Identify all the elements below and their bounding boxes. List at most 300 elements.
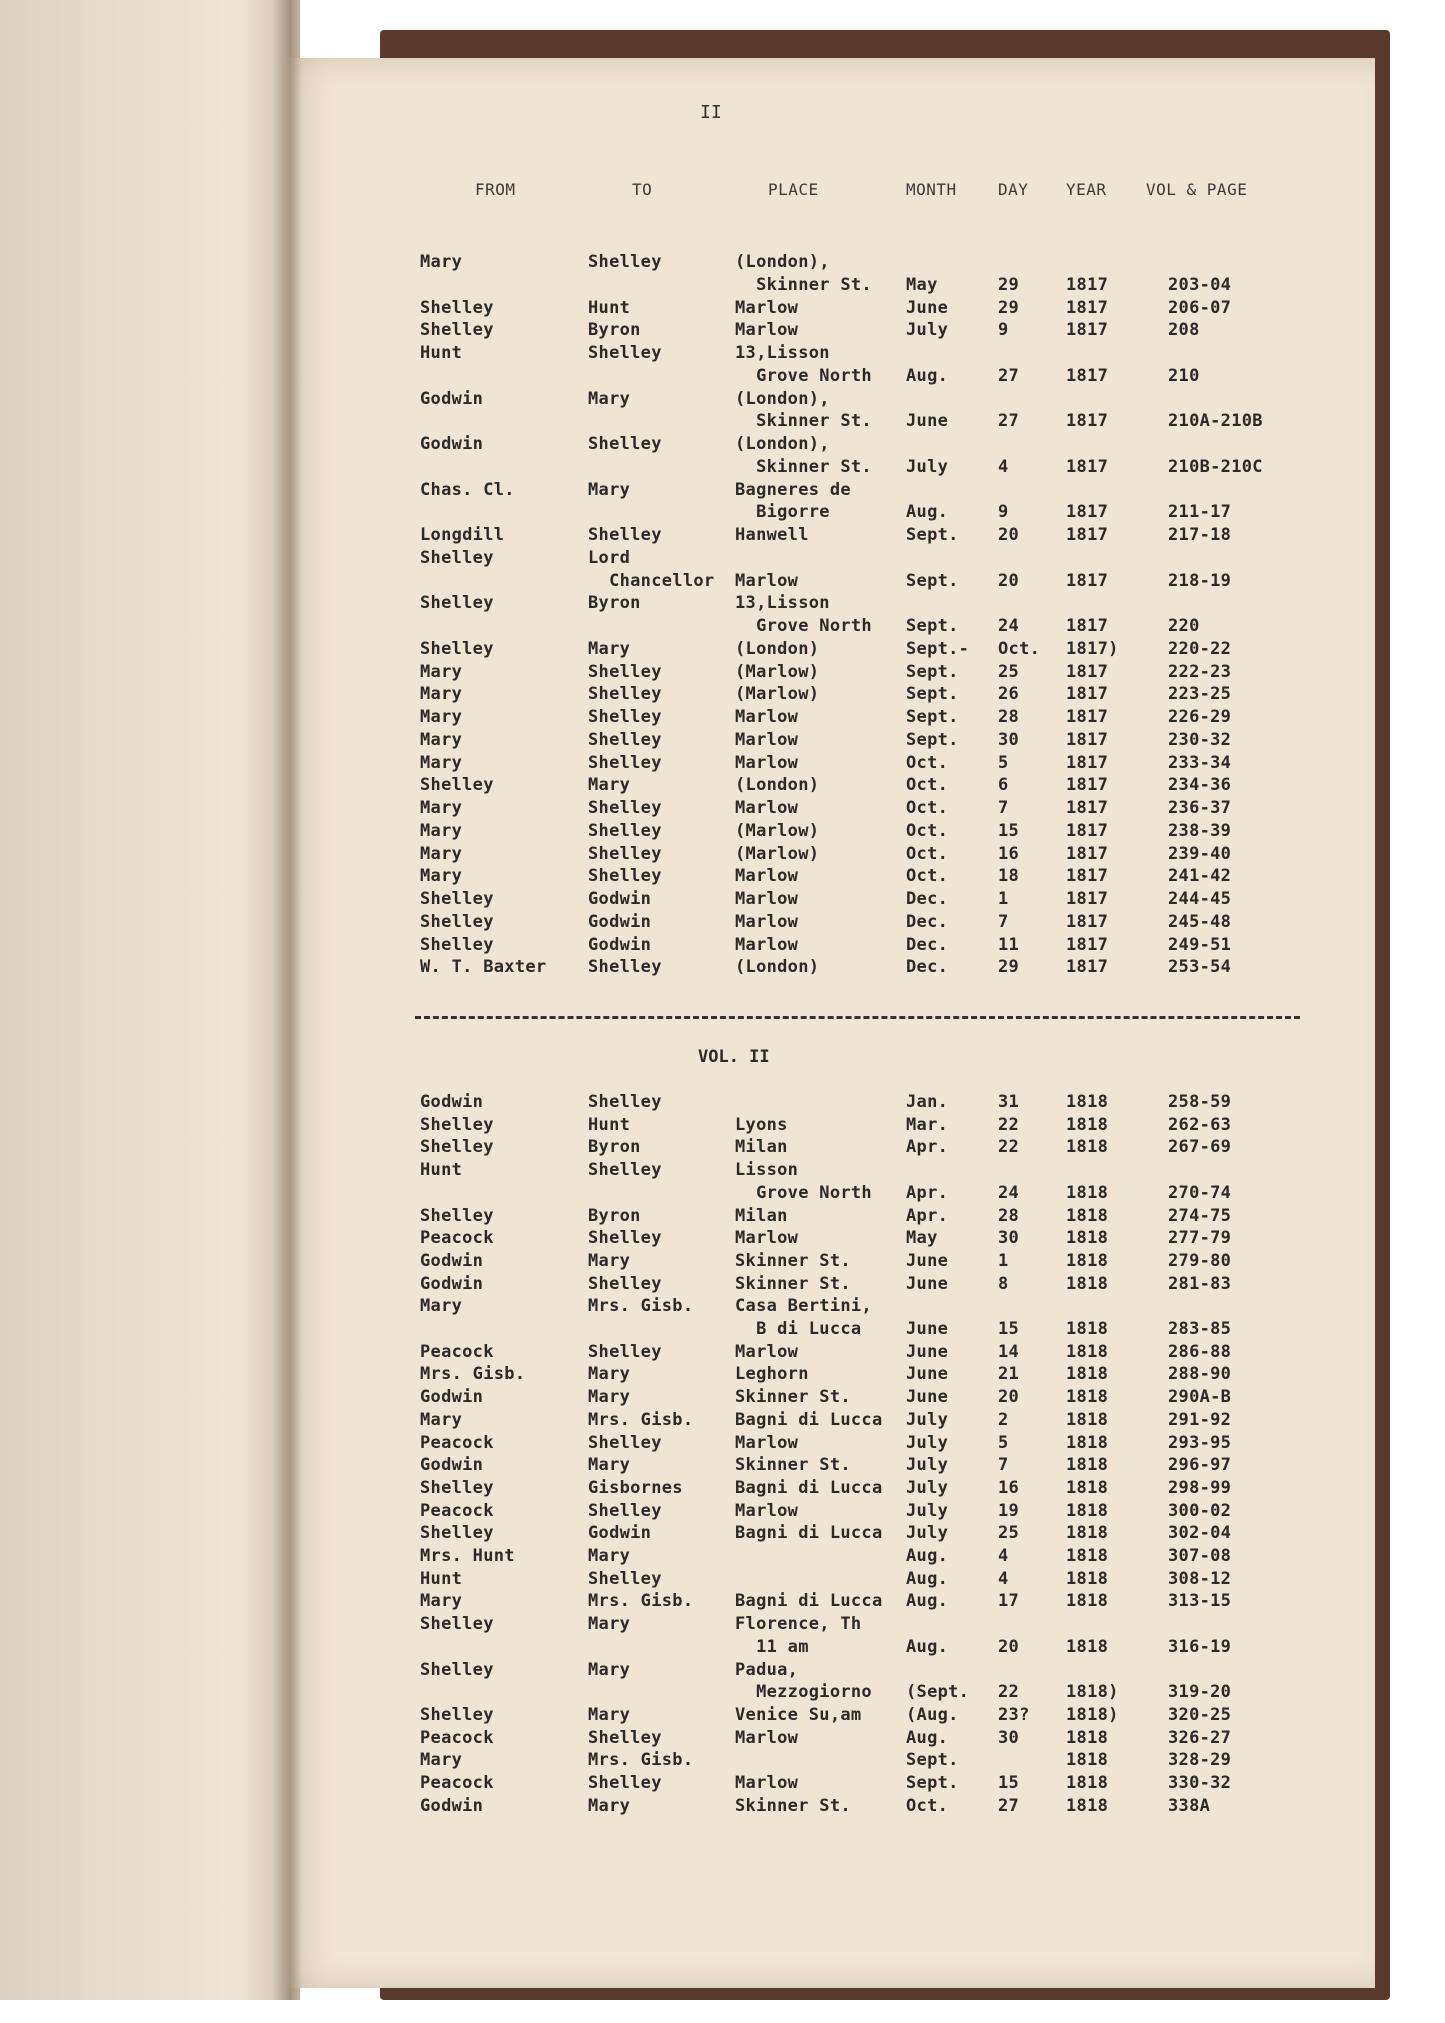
- cell-to: Shelley: [588, 729, 662, 750]
- cell-month: Oct.: [906, 752, 949, 773]
- cell-from: Godwin: [420, 1455, 484, 1476]
- cell-from: Mrs. Gisb.: [420, 1364, 526, 1385]
- cell-year: 1818: [1066, 1409, 1109, 1430]
- cell-month: Dec.: [906, 911, 949, 932]
- cell-to: Shelley: [588, 1092, 662, 1112]
- cell-day: 14: [998, 1341, 1020, 1362]
- cell-place: Milan: [735, 1137, 788, 1158]
- cell-to: Shelley: [588, 434, 662, 454]
- cell-to: Shelley: [588, 1273, 662, 1294]
- cell-place: Padua,: [735, 1659, 799, 1680]
- cell-month: June: [906, 1387, 949, 1408]
- cell-day: 20: [998, 1387, 1020, 1408]
- cell-vol-page: 293-95: [1168, 1432, 1232, 1453]
- cell-place: Leghorn: [735, 1364, 809, 1385]
- cell-month: July: [906, 1432, 949, 1453]
- cell-month: May: [906, 1228, 938, 1249]
- cell-day: 2: [998, 1409, 1009, 1430]
- cell-year: 1817: [1066, 889, 1109, 909]
- cell-place: Skinner St.: [735, 1455, 851, 1476]
- cell-from: Peacock: [420, 1727, 494, 1748]
- cell-to: Shelley: [588, 252, 662, 272]
- cell-day: 25: [998, 661, 1020, 682]
- cell-month: Sept.: [906, 570, 959, 591]
- cell-to: Hunt: [588, 297, 631, 318]
- cell-place: Marlow: [735, 1773, 799, 1793]
- cell-place: Bagneres de: [735, 479, 851, 500]
- cell-place: Skinner St.: [735, 1273, 851, 1294]
- cell-to: Shelley: [588, 843, 662, 864]
- cell-month: Sept.: [906, 525, 959, 545]
- cell-month: Sept.: [906, 661, 959, 682]
- cell-to: Shelley: [588, 1160, 662, 1181]
- cell-from: Shelley: [420, 547, 494, 568]
- cell-year: 1817: [1066, 752, 1109, 773]
- cell-vol-page: 238-39: [1168, 820, 1232, 841]
- cell-year: 1817: [1066, 843, 1109, 864]
- cell-from: Mary: [420, 752, 463, 773]
- cell-vol-page: 307-08: [1168, 1546, 1232, 1566]
- cell-from: Shelley: [420, 1523, 494, 1544]
- cell-to: Mary: [588, 1546, 631, 1566]
- cell-place: Marlow: [735, 320, 799, 341]
- cell-day: 30: [998, 1228, 1020, 1249]
- cell-to: Shelley: [588, 1341, 662, 1362]
- cell-to: Mrs. Gisb.: [588, 1409, 694, 1430]
- cell-from: Mary: [420, 820, 463, 841]
- cell-vol-page: 279-80: [1168, 1250, 1232, 1271]
- cell-place: (London),: [735, 434, 830, 454]
- cell-from: Mary: [420, 843, 463, 864]
- cell-from: Mary: [420, 798, 463, 818]
- cell-vol-page: 328-29: [1168, 1750, 1232, 1771]
- cell-place: Marlow: [735, 1341, 799, 1362]
- cell-month: June: [906, 1319, 949, 1339]
- header-place: PLACE: [768, 180, 819, 199]
- cell-vol-page: 239-40: [1168, 843, 1232, 864]
- cell-to: Shelley: [588, 707, 662, 727]
- cell-to: Mary: [588, 1364, 631, 1385]
- cell-from: Godwin: [420, 1273, 484, 1294]
- cell-year: 1818: [1066, 1523, 1109, 1544]
- cell-to: Shelley: [588, 661, 662, 682]
- cell-from: Mary: [420, 1750, 463, 1771]
- cell-month: Aug.: [906, 1727, 949, 1748]
- cell-month: May: [906, 274, 938, 295]
- cell-vol-page: 208: [1168, 320, 1200, 341]
- cell-place: (Marlow): [735, 843, 820, 864]
- header-month: MONTH: [906, 180, 957, 199]
- cell-month: July: [906, 456, 949, 477]
- cell-day: 15: [998, 1319, 1020, 1339]
- cell-from: Peacock: [420, 1432, 494, 1453]
- cell-place: Marlow: [735, 911, 799, 932]
- cell-from: Godwin: [420, 1250, 484, 1271]
- cell-place: Skinner St.: [735, 411, 872, 432]
- cell-year: 1817: [1066, 729, 1109, 750]
- cell-year: 1817: [1066, 866, 1109, 887]
- cell-place: Skinner St.: [735, 1795, 851, 1816]
- cell-place: Marlow: [735, 798, 799, 818]
- cell-day: 28: [998, 1205, 1020, 1226]
- cell-month: Apr.: [906, 1205, 949, 1226]
- cell-month: Oct.: [906, 866, 949, 887]
- cell-place: Casa Bertini,: [735, 1296, 872, 1317]
- cell-to: Mary: [588, 638, 631, 659]
- cell-from: Godwin: [420, 1387, 484, 1408]
- cell-from: Hunt: [420, 1160, 463, 1181]
- cell-from: Shelley: [420, 1114, 494, 1135]
- cell-vol-page: 249-51: [1168, 934, 1232, 955]
- cell-day: 16: [998, 1477, 1020, 1498]
- cell-year: 1817: [1066, 365, 1109, 386]
- cell-from: Shelley: [420, 889, 494, 909]
- cell-day: 27: [998, 411, 1020, 432]
- cell-from: Peacock: [420, 1773, 494, 1793]
- cell-month: Aug.: [906, 1568, 949, 1589]
- cell-day: 7: [998, 1455, 1009, 1476]
- cell-to: Mary: [588, 1614, 631, 1635]
- cell-to: Shelley: [588, 525, 662, 545]
- cell-month: Apr.: [906, 1182, 949, 1203]
- cell-place: Marlow: [735, 297, 799, 318]
- cell-vol-page: 223-25: [1168, 684, 1232, 705]
- cell-from: Mary: [420, 684, 463, 705]
- cell-year: 1818: [1066, 1568, 1109, 1589]
- cell-from: Longdill: [420, 525, 505, 545]
- cell-vol-page: 330-32: [1168, 1773, 1232, 1793]
- cell-from: Mary: [420, 707, 463, 727]
- cell-day: 17: [998, 1591, 1020, 1612]
- cell-month: July: [906, 1477, 949, 1498]
- cell-day: 8: [998, 1273, 1009, 1294]
- cell-vol-page: 302-04: [1168, 1523, 1232, 1544]
- cell-to: Shelley: [588, 1773, 662, 1793]
- cell-vol-page: 210A-210B: [1168, 411, 1263, 432]
- cell-year: 1818: [1066, 1137, 1109, 1158]
- cell-place: 13,Lisson: [735, 593, 830, 614]
- cell-year: 1818: [1066, 1319, 1109, 1339]
- cell-month: (Aug.: [906, 1704, 959, 1725]
- cell-year: 1817: [1066, 616, 1109, 636]
- cell-month: Dec.: [906, 889, 949, 909]
- cell-vol-page: 277-79: [1168, 1228, 1232, 1249]
- cell-month: Sept.: [906, 1750, 959, 1771]
- cell-from: Shelley: [420, 775, 494, 796]
- cell-from: Mary: [420, 252, 463, 272]
- cell-vol-page: 241-42: [1168, 866, 1232, 887]
- cell-year: 1818: [1066, 1750, 1109, 1771]
- cell-month: Sept.: [906, 684, 959, 705]
- cell-to: Godwin: [588, 934, 652, 955]
- cell-year: 1817: [1066, 775, 1109, 796]
- cell-place: Hanwell: [735, 525, 809, 545]
- cell-vol-page: 291-92: [1168, 1409, 1232, 1430]
- cell-place: Skinner St.: [735, 456, 872, 477]
- cell-year: 1818: [1066, 1773, 1109, 1793]
- cell-day: 23?: [998, 1704, 1030, 1725]
- cell-to: Shelley: [588, 1228, 662, 1249]
- cell-year: 1817: [1066, 320, 1109, 341]
- cell-year: 1818): [1066, 1704, 1119, 1725]
- cell-place: (Marlow): [735, 820, 820, 841]
- cell-year: 1818: [1066, 1205, 1109, 1226]
- cell-vol-page: 245-48: [1168, 911, 1232, 932]
- cell-year: 1817: [1066, 570, 1109, 591]
- page-number: II: [700, 102, 722, 123]
- cell-month: July: [906, 320, 949, 341]
- cell-month: June: [906, 1273, 949, 1294]
- cell-place: Marlow: [735, 707, 799, 727]
- cell-year: 1817: [1066, 297, 1109, 318]
- cell-to: Byron: [588, 320, 641, 341]
- cell-place: Marlow: [735, 934, 799, 955]
- cell-to: Mary: [588, 1795, 631, 1816]
- cell-place: (London): [735, 775, 820, 796]
- header-to: TO: [632, 180, 653, 199]
- cell-vol-page: 244-45: [1168, 889, 1232, 909]
- cell-to: Mary: [588, 1659, 631, 1680]
- cell-day: 16: [998, 843, 1020, 864]
- cell-to: Shelley: [588, 820, 662, 841]
- cell-vol-page: 274-75: [1168, 1205, 1232, 1226]
- cell-day: 29: [998, 957, 1020, 978]
- cell-vol-page: 262-63: [1168, 1114, 1232, 1135]
- cell-vol-page: 222-23: [1168, 661, 1232, 682]
- cell-year: 1817: [1066, 684, 1109, 705]
- cell-place: Marlow: [735, 866, 799, 887]
- header-vol-page: VOL & PAGE: [1146, 180, 1248, 199]
- cell-place: (London),: [735, 252, 830, 272]
- cell-to: Mary: [588, 1704, 631, 1725]
- cell-place: Grove North: [735, 616, 872, 636]
- cell-place: Marlow: [735, 1500, 799, 1521]
- cell-day: 11: [998, 934, 1020, 955]
- cell-to: Shelley: [588, 866, 662, 887]
- cell-year: 1817: [1066, 274, 1109, 295]
- cell-day: 22: [998, 1137, 1020, 1158]
- cell-vol-page: 319-20: [1168, 1682, 1232, 1703]
- cell-from: Godwin: [420, 1092, 484, 1112]
- cell-day: 4: [998, 1546, 1009, 1566]
- cell-place: B di Lucca: [735, 1319, 862, 1339]
- cell-year: 1818: [1066, 1546, 1109, 1566]
- cell-from: Godwin: [420, 1795, 484, 1816]
- cell-vol-page: 226-29: [1168, 707, 1232, 727]
- cell-from: Peacock: [420, 1228, 494, 1249]
- cell-month: Sept.: [906, 1773, 959, 1793]
- cell-month: Oct.: [906, 1795, 949, 1816]
- cell-to: Chancellor: [588, 570, 715, 591]
- cell-place: Marlow: [735, 1228, 799, 1249]
- cell-year: 1818: [1066, 1387, 1109, 1408]
- cell-day: 15: [998, 820, 1020, 841]
- cell-vol-page: 217-18: [1168, 525, 1232, 545]
- cell-month: Aug.: [906, 1591, 949, 1612]
- cell-from: Shelley: [420, 1614, 494, 1635]
- cell-day: 21: [998, 1364, 1020, 1385]
- cell-to: Shelley: [588, 1432, 662, 1453]
- cell-place: 13,Lisson: [735, 343, 830, 363]
- cell-year: 1817: [1066, 957, 1109, 978]
- cell-place: 11 am: [735, 1636, 809, 1657]
- cell-to: Mrs. Gisb.: [588, 1591, 694, 1612]
- cell-month: Sept.: [906, 616, 959, 636]
- cell-vol-page: 220: [1168, 616, 1200, 636]
- cell-from: Hunt: [420, 1568, 463, 1589]
- cell-year: 1818: [1066, 1500, 1109, 1521]
- cell-year: 1817: [1066, 411, 1109, 432]
- cell-month: Aug.: [906, 1636, 949, 1657]
- cell-month: Aug.: [906, 502, 949, 523]
- cell-year: 1817): [1066, 638, 1119, 659]
- cell-year: 1817: [1066, 911, 1109, 932]
- cell-vol-page: 270-74: [1168, 1182, 1232, 1203]
- cell-month: Mar.: [906, 1114, 949, 1135]
- cell-month: June: [906, 1250, 949, 1271]
- cell-year: 1818: [1066, 1795, 1109, 1816]
- cell-from: W. T. Baxter: [420, 957, 547, 978]
- cell-year: 1818: [1066, 1477, 1109, 1498]
- cell-vol-page: 308-12: [1168, 1568, 1232, 1589]
- cell-vol-page: 203-04: [1168, 274, 1232, 295]
- cell-to: Shelley: [588, 752, 662, 773]
- cell-place: Marlow: [735, 1727, 799, 1748]
- cell-vol-page: 296-97: [1168, 1455, 1232, 1476]
- cell-to: Hunt: [588, 1114, 631, 1135]
- cell-day: 20: [998, 1636, 1020, 1657]
- cell-day: 27: [998, 1795, 1020, 1816]
- cell-place: Grove North: [735, 365, 872, 386]
- cell-year: 1818: [1066, 1182, 1109, 1203]
- cell-place: Skinner St.: [735, 274, 872, 295]
- cell-vol-page: 320-25: [1168, 1704, 1232, 1725]
- cell-vol-page: 210: [1168, 365, 1200, 386]
- cell-year: 1817: [1066, 707, 1109, 727]
- cell-vol-page: 313-15: [1168, 1591, 1232, 1612]
- cell-from: Peacock: [420, 1341, 494, 1362]
- cell-month: Aug.: [906, 1546, 949, 1566]
- cell-vol-page: 220-22: [1168, 638, 1232, 659]
- cell-day: 18: [998, 866, 1020, 887]
- cell-to: Shelley: [588, 957, 662, 978]
- cell-month: Oct.: [906, 798, 949, 818]
- cell-day: 1: [998, 1250, 1009, 1271]
- section-label: VOL. II: [698, 1047, 770, 1067]
- cell-day: 30: [998, 1727, 1020, 1748]
- cell-day: 5: [998, 1432, 1009, 1453]
- cell-to: Mary: [588, 1387, 631, 1408]
- cell-place: Mezzogiorno: [735, 1682, 872, 1703]
- cell-day: 29: [998, 274, 1020, 295]
- cell-year: 1817: [1066, 820, 1109, 841]
- cell-from: Peacock: [420, 1500, 494, 1521]
- cell-to: Byron: [588, 1137, 641, 1158]
- cell-to: Godwin: [588, 911, 652, 932]
- cell-to: Shelley: [588, 684, 662, 705]
- cell-day: 26: [998, 684, 1020, 705]
- cell-year: 1818: [1066, 1092, 1109, 1112]
- cell-to: Byron: [588, 1205, 641, 1226]
- cell-day: 24: [998, 1182, 1020, 1203]
- cell-month: June: [906, 1341, 949, 1362]
- cell-month: Jan.: [906, 1092, 949, 1112]
- cell-place: Bagni di Lucca: [735, 1523, 883, 1544]
- cell-year: 1817: [1066, 661, 1109, 682]
- cell-vol-page: 236-37: [1168, 798, 1232, 818]
- cell-from: Hunt: [420, 343, 463, 363]
- cell-place: Grove North: [735, 1182, 872, 1203]
- cell-from: Shelley: [420, 1659, 494, 1680]
- cell-day: 9: [998, 502, 1009, 523]
- cell-to: Mary: [588, 1455, 631, 1476]
- cell-vol-page: 300-02: [1168, 1500, 1232, 1521]
- cell-month: June: [906, 297, 949, 318]
- cell-from: Mary: [420, 1409, 463, 1430]
- cell-to: Shelley: [588, 343, 662, 363]
- cell-year: 1818: [1066, 1591, 1109, 1612]
- header-year: YEAR: [1066, 180, 1107, 199]
- cell-place: Venice Su,am: [735, 1704, 862, 1725]
- cell-day: 9: [998, 320, 1009, 341]
- cell-year: 1818: [1066, 1250, 1109, 1271]
- cell-to: Mary: [588, 775, 631, 796]
- cell-vol-page: 316-19: [1168, 1636, 1232, 1657]
- cell-place: Milan: [735, 1205, 788, 1226]
- cell-place: Skinner St.: [735, 1250, 851, 1271]
- cell-vol-page: 290A-B: [1168, 1387, 1232, 1408]
- cell-month: July: [906, 1409, 949, 1430]
- cell-from: Shelley: [420, 593, 494, 614]
- cell-to: Godwin: [588, 1523, 652, 1544]
- cell-vol-page: 253-54: [1168, 957, 1232, 978]
- cell-from: Mary: [420, 729, 463, 750]
- cell-from: Shelley: [420, 320, 494, 341]
- cell-vol-page: 281-83: [1168, 1273, 1232, 1294]
- cell-day: 6: [998, 775, 1009, 796]
- cell-month: Oct.: [906, 820, 949, 841]
- cell-vol-page: 218-19: [1168, 570, 1232, 591]
- cell-year: 1818: [1066, 1432, 1109, 1453]
- cell-to: Shelley: [588, 798, 662, 818]
- cell-vol-page: 206-07: [1168, 297, 1232, 318]
- cell-from: Chas. Cl.: [420, 479, 515, 500]
- cell-vol-page: 286-88: [1168, 1341, 1232, 1362]
- cell-year: 1818: [1066, 1228, 1109, 1249]
- cell-month: July: [906, 1455, 949, 1476]
- cell-to: Shelley: [588, 1568, 662, 1589]
- cell-to: Mary: [588, 479, 631, 500]
- cell-month: July: [906, 1523, 949, 1544]
- cell-place: (London): [735, 957, 820, 978]
- cell-from: Mary: [420, 1591, 463, 1612]
- cell-place: Marlow: [735, 752, 799, 773]
- cell-month: June: [906, 1364, 949, 1385]
- cell-day: 30: [998, 729, 1020, 750]
- cell-vol-page: 230-32: [1168, 729, 1232, 750]
- header-day: DAY: [998, 180, 1029, 199]
- cell-place: (London): [735, 638, 820, 659]
- cell-vol-page: 258-59: [1168, 1092, 1232, 1112]
- cell-place: Bagni di Lucca: [735, 1591, 883, 1612]
- cell-year: 1818: [1066, 1364, 1109, 1385]
- cell-year: 1818): [1066, 1682, 1119, 1703]
- cell-day: 22: [998, 1682, 1020, 1703]
- cell-to: Mary: [588, 388, 631, 409]
- cell-from: Mrs. Hunt: [420, 1546, 515, 1566]
- cell-to: Shelley: [588, 1727, 662, 1748]
- cell-from: Mary: [420, 661, 463, 682]
